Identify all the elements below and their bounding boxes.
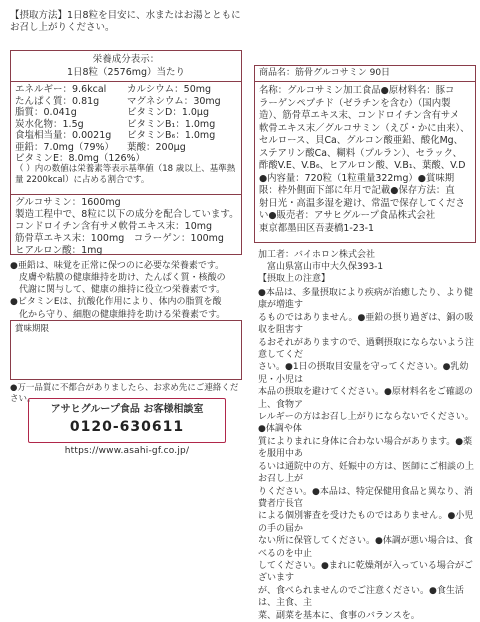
nutrient-name: ビタミンB₆： [127, 130, 185, 142]
nutrition-row [15, 107, 125, 119]
cautions-title: 【摂取上の注意】 [258, 274, 331, 284]
nutrient-name: ビタミンD： [127, 107, 182, 119]
nutrient-name: 亜鉛： [15, 141, 44, 153]
nutrition-row [15, 130, 125, 142]
nutrition-row [127, 107, 239, 119]
caution-line: さい。●1日の摂取目安量を守ってください。●乳幼児・小児は [258, 362, 469, 385]
nutrition-row [15, 119, 125, 131]
nutrition-divider [11, 81, 241, 82]
processor-line: 富山県富山市中大久保393-1 [258, 261, 384, 272]
nutrient-name: 葉酸： [127, 141, 156, 153]
product-detail-line: ラーゲンペプチド（ゼラチンを含む）（国内製 [259, 97, 451, 109]
nutrient-value: 7.0mg（79%） [43, 141, 115, 153]
caution-line: してください。●まれに乾燥剤が入っている場合がございます [258, 560, 473, 584]
benefit-claims [10, 260, 244, 321]
nutrient-name: 炭水化物： [15, 118, 63, 130]
customer-service-name: アサヒグループ食品 お客様相談室 [50, 404, 204, 415]
nutrition-row [15, 84, 125, 96]
nutrient-value: 9.6kcal [72, 84, 107, 95]
product-detail-line: ステアリン酸Ca、糊料（プルラン）、セラック、 [259, 147, 462, 159]
product-detail-line: ●内容量：720粒（1粒重量322mg）●賞味期 [259, 172, 455, 184]
contact-warning: ●万一品質に不都合がありましたら、お求め先にご連絡ください。 [10, 383, 239, 404]
benefit-line: ●ビタミンEは、抗酸化作用により、体内の脂質を酸 [10, 297, 222, 308]
nutrient-name: たんぱく質： [15, 95, 73, 107]
caution-line: 本品の摂取を避けてください。●原材料名をご確認の上、食物ア [258, 387, 473, 410]
customer-service-box [28, 398, 226, 443]
product-detail-line: セルロース、貝Ca、グルコン酸亜鉛、酸化Mg、 [259, 135, 463, 146]
nutrition-row [15, 142, 125, 154]
nutrient-vitamin-e: ビタミンE：8.0mg（126%） [15, 153, 146, 165]
nutrient-name: カルシウム： [127, 84, 184, 95]
benefit-line: 代謝に関与して、健康の維持に役立つ栄養素です。 [10, 285, 226, 296]
customer-service-phone[interactable]: 0120-630611 [69, 419, 185, 435]
cautions-text [258, 287, 478, 622]
nutrient-value: 0.041g [43, 107, 77, 119]
nutrient-value: 0.0021g [72, 130, 112, 142]
nutrient-value: 30mg [193, 95, 221, 107]
nutrition-right-column [127, 84, 239, 153]
nutrition-note: （ ）内の数値は栄養素等表示基準値（18 歳以上、基準熱量 2200kcal）に占める割合です。 [15, 164, 236, 185]
benefit-line: 皮膚や粘膜の健康維持を助け、たんぱく質・核酸の [10, 273, 226, 284]
nutrient-value: 0.81g [72, 95, 100, 107]
nutrient-value: 1.5g [62, 118, 84, 130]
caution-line: による個別審査を受けたものではありません。●小児の手の届か [258, 511, 474, 534]
nutrient-name: ビタミンB₁： [127, 118, 185, 130]
caution-line: レルギーの方はお召し上がりにならないでください。●体調や体 [258, 412, 474, 435]
product-details-box [254, 65, 476, 243]
ingredient-line: グルコサミン：1600mg [15, 197, 121, 208]
product-detail-line: 限：枠外側面下部に年月で記載●保存方法：直 [259, 185, 455, 196]
nutrient-name: 脂質： [15, 107, 44, 119]
product-detail-line: 射日光・高温多湿を避け、常温で保存してくださ [259, 197, 465, 209]
product-name: 商品名：筋骨グルコサミン 90日 [255, 66, 475, 82]
caution-line: ●本品は、多量摂取により疾病が治癒したり、より健康が増進す [258, 288, 473, 311]
processor-line: 加工者：バイホロン株式会社 [258, 250, 376, 260]
nutrient-value: 1.0mg [184, 118, 216, 130]
nutrient-value: 200μg [155, 141, 186, 153]
caution-line: ない所に保管してください。●体調が悪い場合は、食べるのを中止 [258, 536, 473, 559]
nutrient-name: マグネシウム： [127, 95, 194, 107]
website-url[interactable]: https://www.asahi-gf.co.jp/ [64, 446, 190, 456]
processor-info [258, 250, 478, 273]
product-detail-line: 東京都墨田区吾妻橋1-23-1 [259, 222, 375, 234]
caution-line: りください。●本品は、特定保健用食品と異なり、消費者庁長官 [258, 486, 473, 509]
expiry-label: 賞味期限 [15, 324, 50, 334]
product-detail-line: 軟骨エキス末／グルコサミン（えび・かに由来）、 [259, 122, 470, 134]
expiry-date-box [10, 320, 242, 380]
caution-line: 菜、副菜を基本に、食事のバランスを。 [258, 610, 420, 621]
nutrition-title: 栄養成分表示： [92, 54, 160, 65]
caution-line: 質によりまれに身体に合わない場合があります。●薬を服用中あ [258, 436, 473, 460]
nutrition-basis: 1日8粒（2576mg）当たり [66, 67, 186, 78]
ingredient-list [15, 197, 241, 256]
product-detail-line: 名称：グルコサミン加工食品●原材料名：豚コ [259, 85, 455, 96]
nutrition-row [127, 84, 239, 96]
caution-line: るおそれがありますので、過剰摂取にならないよう注意してくだ [258, 337, 474, 361]
nutrient-name: 食塩相当量： [15, 130, 73, 142]
intake-directions: 【摂取方法】1日8粒を目安に、水またはお湯とともにお召し上がりください。 [10, 10, 241, 34]
ingredient-line: コンドロイチン含有サメ軟骨エキス末：10mg [15, 220, 213, 232]
benefit-line: ●亜鉛は、味覚を正常に保つのに必要な栄養素です。 [10, 261, 225, 271]
nutrition-row [127, 142, 239, 154]
ingredient-line: 製造工程中で、8粒に以下の成分を配合しています。 [15, 208, 239, 220]
nutrient-value: 1.0mg [184, 130, 216, 142]
product-detail-line: 酢酸V.E、V.B₆、ヒアルロン酸、V.B₁、葉酸、V.D [259, 160, 466, 171]
caution-line: るいは通院中の方、妊娠中の方は、医師にご相談の上お召し上が [258, 461, 475, 485]
benefit-line: 化から守り、細胞の健康維持を助ける栄養素です。 [10, 309, 226, 320]
nutrition-row [15, 96, 125, 108]
caution-line: るものではありません。●亜鉛の摂り過ぎは、銅の吸収を阻害す [258, 312, 474, 336]
nutrition-row [127, 96, 239, 108]
product-detail-line: い●販売者：アサヒグループ食品株式会社 [259, 210, 436, 221]
ingredient-line: ヒアルロン酸：1mg [15, 244, 103, 256]
caution-line: が、食べられませんのでご注意ください。●食生活は、主食、主 [258, 585, 464, 609]
nutrient-value: 1.0μg [181, 107, 210, 119]
nutrition-row [127, 130, 239, 142]
ingredient-line: 筋骨草エキス末：100mg コラーゲン：100mg [15, 232, 224, 244]
product-detail-line: 造）、筋骨草エキス末、コンドロイチン含有サメ [259, 110, 460, 121]
ingredient-box [10, 195, 242, 255]
nutrient-value: 50mg [183, 84, 212, 95]
nutrition-row [127, 119, 239, 131]
nutrition-facts-box [10, 50, 242, 195]
nutrient-name: エネルギー： [15, 84, 73, 95]
product-details-text [259, 85, 473, 235]
